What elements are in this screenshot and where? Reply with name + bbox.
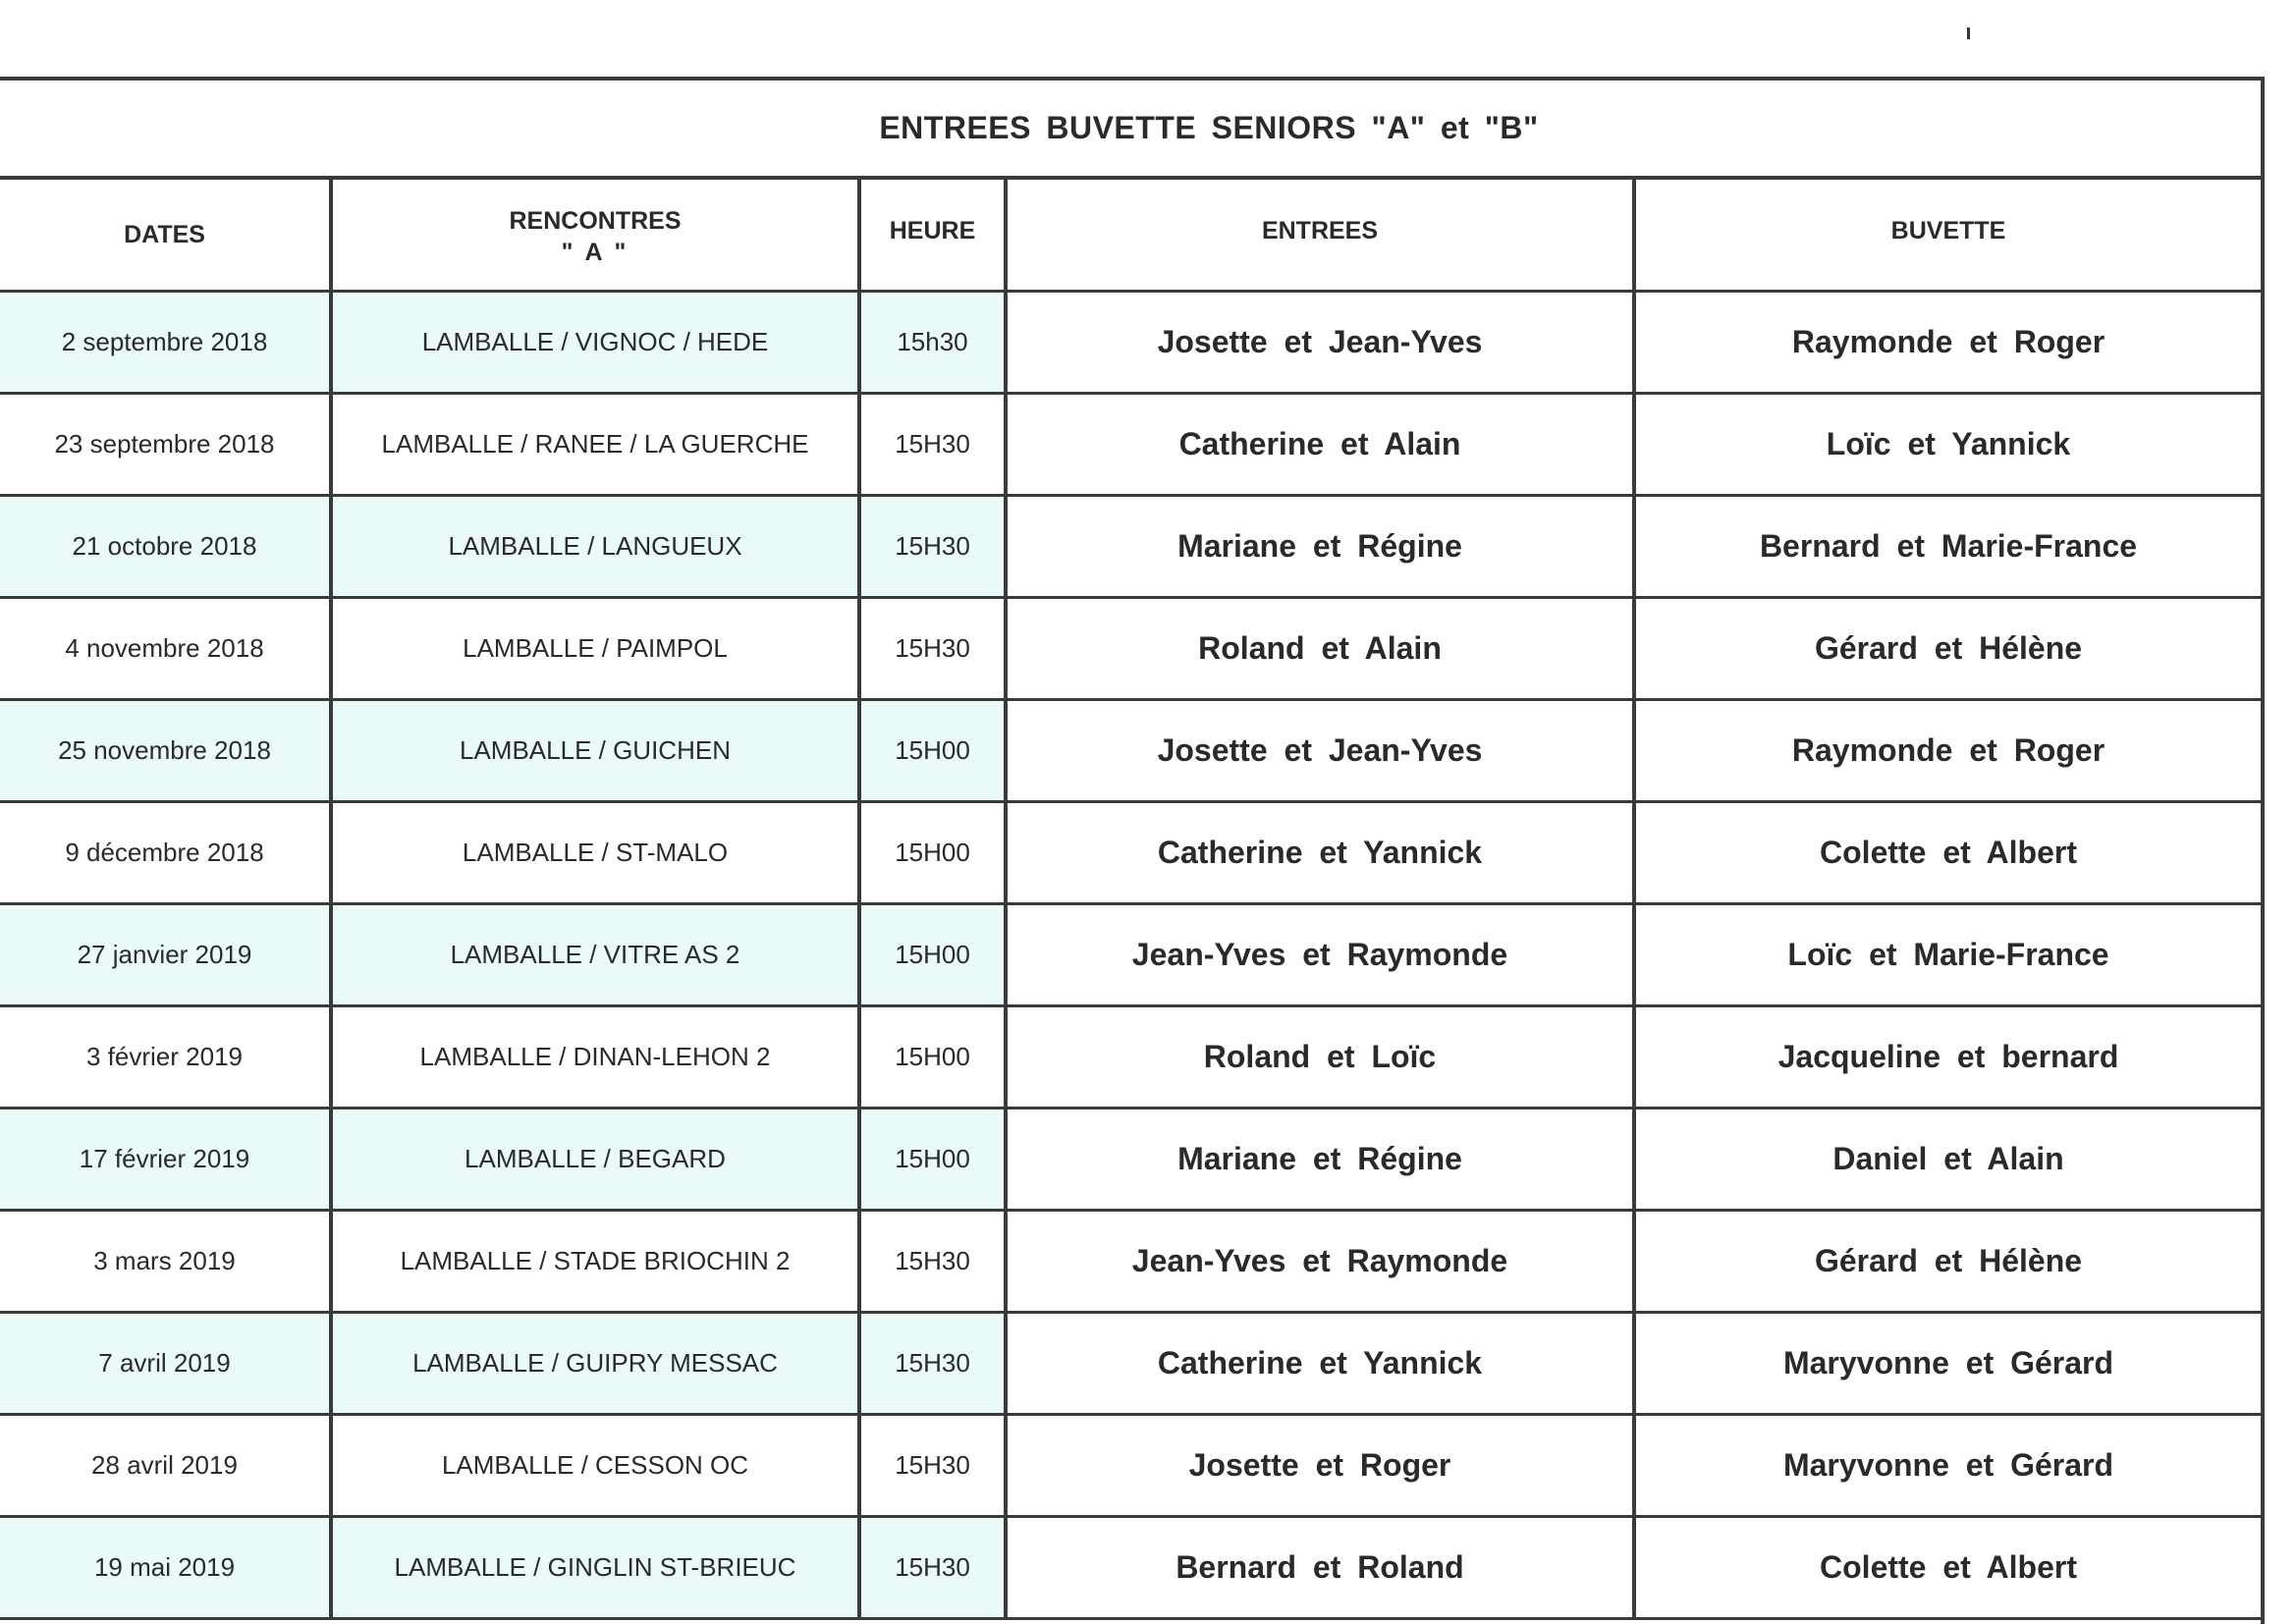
date-cell: 9 décembre 2018 bbox=[0, 802, 331, 904]
heure-cell: 15H00 bbox=[859, 700, 1006, 802]
header-rencontres-sub: " A " bbox=[561, 239, 629, 266]
entrees-cell: Roland et Loïc bbox=[1006, 1006, 1634, 1109]
match-cell: LAMBALLE / LANGUEUX bbox=[331, 496, 859, 598]
match-cell: LAMBALLE / DINAN-LEHON 2 bbox=[331, 1006, 859, 1109]
entrees-cell: Catherine et Yannick bbox=[1006, 802, 1634, 904]
buvette-cell: Maryvonne et Gérard bbox=[1634, 1415, 2261, 1517]
heure-cell: 15H30 bbox=[859, 1313, 1006, 1415]
heure-cell: 15H00 bbox=[859, 1006, 1006, 1109]
heure-cell: 15H30 bbox=[859, 1211, 1006, 1313]
match-cell: LAMBALLE / CESSON OC bbox=[331, 1415, 859, 1517]
match-cell: LAMBALLE / ST-MALO bbox=[331, 802, 859, 904]
schedule-body bbox=[0, 292, 2261, 1619]
date-cell: 2 septembre 2018 bbox=[0, 292, 331, 394]
buvette-cell: Jacqueline et bernard bbox=[1634, 1006, 2261, 1109]
table-row bbox=[0, 1211, 2261, 1313]
match-cell: LAMBALLE / STADE BRIOCHIN 2 bbox=[331, 1211, 859, 1313]
heure-cell: 15h30 bbox=[859, 292, 1006, 394]
table-row bbox=[0, 292, 2261, 394]
date-cell: 28 avril 2019 bbox=[0, 1415, 331, 1517]
buvette-cell: Maryvonne et Gérard bbox=[1634, 1313, 2261, 1415]
header-buvette: BUVETTE bbox=[1634, 180, 2261, 292]
header-entrees: ENTREES bbox=[1006, 180, 1634, 292]
buvette-cell: Loïc et Marie-France bbox=[1634, 904, 2261, 1006]
entrees-cell: Mariane et Régine bbox=[1006, 1109, 1634, 1211]
date-cell: 3 mars 2019 bbox=[0, 1211, 331, 1313]
heure-cell: 15H30 bbox=[859, 1517, 1006, 1619]
table-row bbox=[0, 1006, 2261, 1109]
header-heure: HEURE bbox=[859, 180, 1006, 292]
entrees-cell: Josette et Roger bbox=[1006, 1415, 1634, 1517]
header-rencontres bbox=[331, 180, 859, 292]
match-cell: LAMBALLE / RANEE / LA GUERCHE bbox=[331, 394, 859, 496]
heure-cell: 15H30 bbox=[859, 496, 1006, 598]
match-cell: LAMBALLE / GINGLIN ST-BRIEUC bbox=[331, 1517, 859, 1619]
match-cell: LAMBALLE / BEGARD bbox=[331, 1109, 859, 1211]
table-row bbox=[0, 598, 2261, 700]
heure-cell: 15H00 bbox=[859, 904, 1006, 1006]
buvette-cell: Bernard et Marie-France bbox=[1634, 496, 2261, 598]
buvette-cell: Colette et Albert bbox=[1634, 802, 2261, 904]
date-cell: 27 janvier 2019 bbox=[0, 904, 331, 1006]
entrees-cell: Josette et Jean-Yves bbox=[1006, 700, 1634, 802]
page-title: ENTREES BUVETTE SENIORS "A" et "B" bbox=[879, 110, 1539, 145]
heure-cell: 15H30 bbox=[859, 394, 1006, 496]
heure-cell: 15H00 bbox=[859, 802, 1006, 904]
schedule-table bbox=[0, 180, 2261, 1620]
entrees-cell: Mariane et Régine bbox=[1006, 496, 1634, 598]
buvette-cell: Loïc et Yannick bbox=[1634, 394, 2261, 496]
heure-cell: 15H30 bbox=[859, 1415, 1006, 1517]
entrees-cell: Catherine et Yannick bbox=[1006, 1313, 1634, 1415]
buvette-cell: Colette et Albert bbox=[1634, 1517, 2261, 1619]
date-cell: 7 avril 2019 bbox=[0, 1313, 331, 1415]
date-cell: 4 novembre 2018 bbox=[0, 598, 331, 700]
table-row bbox=[0, 1415, 2261, 1517]
buvette-cell: Daniel et Alain bbox=[1634, 1109, 2261, 1211]
date-cell: 19 mai 2019 bbox=[0, 1517, 331, 1619]
heure-cell: 15H30 bbox=[859, 598, 1006, 700]
buvette-cell: Raymonde et Roger bbox=[1634, 700, 2261, 802]
match-cell: LAMBALLE / GUIPRY MESSAC bbox=[331, 1313, 859, 1415]
date-cell: 23 septembre 2018 bbox=[0, 394, 331, 496]
table-row bbox=[0, 1109, 2261, 1211]
entrees-cell: Roland et Alain bbox=[1006, 598, 1634, 700]
header-dates: DATES bbox=[0, 180, 331, 292]
table-row bbox=[0, 1313, 2261, 1415]
schedule-sheet bbox=[0, 77, 2265, 1624]
buvette-cell: Gérard et Hélène bbox=[1634, 598, 2261, 700]
match-cell: LAMBALLE / PAIMPOL bbox=[331, 598, 859, 700]
title-row bbox=[0, 81, 2261, 180]
buvette-cell: Raymonde et Roger bbox=[1634, 292, 2261, 394]
entrees-cell: Catherine et Alain bbox=[1006, 394, 1634, 496]
entrees-cell: Jean-Yves et Raymonde bbox=[1006, 1211, 1634, 1313]
date-cell: 3 février 2019 bbox=[0, 1006, 331, 1109]
date-cell: 17 février 2019 bbox=[0, 1109, 331, 1211]
table-row bbox=[0, 700, 2261, 802]
header-rencontres-label: RENCONTRES bbox=[509, 207, 682, 235]
scan-mark bbox=[1967, 27, 1970, 39]
entrees-cell: Jean-Yves et Raymonde bbox=[1006, 904, 1634, 1006]
entrees-cell: Bernard et Roland bbox=[1006, 1517, 1634, 1619]
date-cell: 25 novembre 2018 bbox=[0, 700, 331, 802]
table-row bbox=[0, 496, 2261, 598]
table-row bbox=[0, 394, 2261, 496]
match-cell: LAMBALLE / GUICHEN bbox=[331, 700, 859, 802]
date-cell: 21 octobre 2018 bbox=[0, 496, 331, 598]
heure-cell: 15H00 bbox=[859, 1109, 1006, 1211]
match-cell: LAMBALLE / VITRE AS 2 bbox=[331, 904, 859, 1006]
buvette-cell: Gérard et Hélène bbox=[1634, 1211, 2261, 1313]
header-row bbox=[0, 180, 2261, 292]
table-row bbox=[0, 802, 2261, 904]
entrees-cell: Josette et Jean-Yves bbox=[1006, 292, 1634, 394]
table-row bbox=[0, 1517, 2261, 1619]
match-cell: LAMBALLE / VIGNOC / HEDE bbox=[331, 292, 859, 394]
table-row bbox=[0, 904, 2261, 1006]
